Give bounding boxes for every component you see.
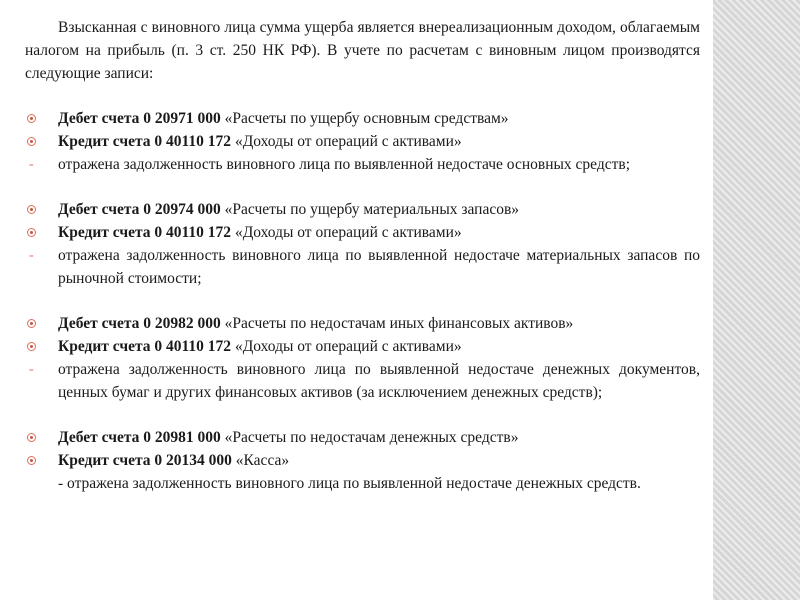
bullet-icon [27, 137, 36, 146]
entry-block [25, 107, 700, 176]
entry-block [25, 312, 700, 404]
description-text: отражена задолженность виновного лица по выявленной недостаче основных средств; [58, 156, 630, 173]
credit-account: Кредит счета 0 40110 172 [58, 224, 232, 241]
entry-block [25, 426, 700, 495]
intro-paragraph: Взысканная с виновного лица сумма ущерба является внереализационным доходом, облагаемым налогом на прибыль (п. 3 ст. 250 НК РФ). В учете по расчетам с виновным лицом производятся следующие записи: [25, 19, 700, 82]
credit-account-name: «Доходы от операций с активами» [231, 224, 462, 241]
credit-account-name: «Касса» [231, 452, 290, 469]
bullet-icon [27, 114, 36, 123]
debit-account: Дебет счета 0 20971 000 [58, 110, 221, 127]
credit-account: Кредит счета 0 20134 000 [58, 452, 232, 469]
description-text: отражена задолженность виновного лица по выявленной недостаче материальных запасов по рыночной стоимости; [58, 247, 700, 287]
debit-line [25, 312, 700, 335]
entry-description: - отражена задолженность виновного лица по выявленной недостаче денежных средств. [58, 475, 641, 492]
bullet-icon [27, 433, 36, 442]
entry-description [25, 358, 700, 404]
debit-account-name: «Расчеты по ущербу основным средствам» [220, 110, 509, 127]
dash-marker: - [29, 157, 34, 172]
credit-account-name: «Доходы от операций с активами» [231, 338, 462, 355]
decorative-side-stripe [713, 0, 800, 600]
debit-account: Дебет счета 0 20981 000 [58, 429, 221, 446]
entry-block [25, 198, 700, 290]
debit-account-name: «Расчеты по недостачам иных финансовых активов» [220, 315, 574, 332]
credit-line [25, 449, 700, 472]
dash-marker: - [29, 248, 34, 263]
bullet-icon [27, 342, 36, 351]
credit-account: Кредит счета 0 40110 172 [58, 338, 232, 355]
bullet-icon [27, 228, 36, 237]
debit-account: Дебет счета 0 20982 000 [58, 315, 221, 332]
credit-account: Кредит счета 0 40110 172 [58, 133, 232, 150]
entry-description [25, 153, 700, 176]
debit-line [25, 426, 700, 449]
bullet-icon [27, 456, 36, 465]
dash-marker: - [29, 362, 34, 377]
debit-line [25, 107, 700, 130]
bullet-icon [27, 205, 36, 214]
debit-account-name: «Расчеты по недостачам денежных средств» [220, 429, 519, 446]
credit-line [25, 335, 700, 358]
document-body [25, 16, 700, 517]
debit-account-name: «Расчеты по ущербу материальных запасов» [220, 201, 520, 218]
credit-account-name: «Доходы от операций с активами» [231, 133, 462, 150]
debit-line [25, 198, 700, 221]
entry-description [25, 244, 700, 290]
bullet-icon [27, 319, 36, 328]
credit-line [25, 130, 700, 153]
description-text: отражена задолженность виновного лица по выявленной недостаче денежных документов, ценных бумаг и других финансовых активов (за исключением денежных средств); [58, 361, 700, 401]
debit-account: Дебет счета 0 20974 000 [58, 201, 221, 218]
credit-line [25, 221, 700, 244]
